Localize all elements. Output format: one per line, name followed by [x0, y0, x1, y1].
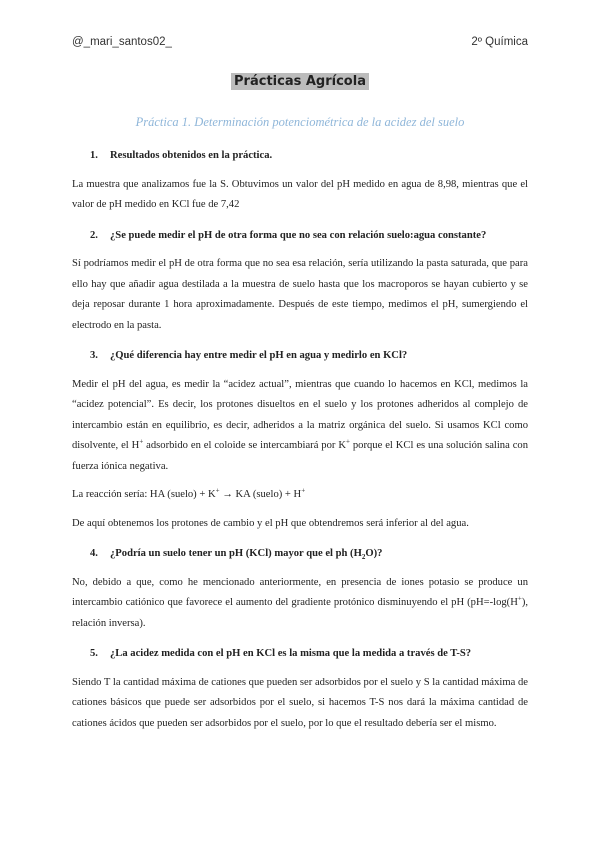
answer-text: No, debido a que, como he mencionado anteriormente, en presencia de iones potasio se produce un intercambio catiónico que favorece el aumento del gradiente protónico disminuyendo el pH (pH=-log(H — [72, 576, 528, 608]
answer-text: porque el KCl es una solución salina con fuerza iónica negativa. — [72, 440, 528, 472]
document-subtitle: Práctica 1. Determinación potenciométrica de la acidez del suelo — [135, 115, 465, 129]
question-text: Resultados obtenidos en la práctica. — [110, 150, 273, 161]
question-text: ¿La acidez medida con el pH en KCl es la misma que la medida a través de T-S? — [110, 648, 472, 659]
question-number: 4. — [90, 548, 98, 559]
question-number: 5. — [90, 648, 98, 659]
superscript-plus: + — [139, 437, 144, 446]
question-text: ¿Podría un suelo tener un pH (KCl) mayor que el ph (H — [110, 548, 362, 559]
question-4 — [72, 544, 528, 565]
header-author: @_mari_santos02_ — [72, 36, 172, 48]
superscript-plus: + — [215, 486, 220, 495]
question-3 — [72, 346, 528, 367]
superscript-plus: + — [301, 486, 306, 495]
answer-5: Siendo T la cantidad máxima de cationes que pueden ser adsorbidos por el suelo y S la cantidad máxima de cationes básicos que puede ser adsorbidos por el suelo, si hacemos T-S nos dará la máxima cantidad de cationes ácidos que pueden ser adsorbidos por el suelo, por lo que el resultado debería ser el mismo. — [72, 676, 528, 729]
question-2 — [72, 226, 528, 247]
reaction-lead: La reacción sería: HA (suelo) + K — [72, 489, 216, 500]
question-5 — [72, 644, 528, 665]
superscript-plus: + — [346, 437, 350, 446]
subscript-two: 2 — [361, 553, 366, 562]
header-course: 2º Química — [471, 36, 528, 48]
reaction-products: → KA (suelo) + H — [219, 489, 302, 500]
answer-1: La muestra que analizamos fue la S. Obtuvimos un valor del pH medido en agua de 8,98, mientras que el valor de pH medido en KCl fue de 7,42 — [72, 178, 528, 210]
title-wrapper — [0, 72, 600, 90]
answer-text: adsorbido en el coloide se intercambiará por K — [143, 440, 346, 451]
question-number: 2. — [90, 229, 98, 241]
reaction-line — [72, 485, 528, 506]
superscript-plus: + — [517, 594, 522, 603]
question-number: 1. — [90, 150, 98, 161]
answer-3-closing: De aquí obtenemos los protones de cambio y el pH que obtendremos será inferior al del agua. — [72, 517, 469, 529]
question-text: ¿Qué diferencia hay entre medir el pH en agua y medirlo en KCl? — [110, 350, 408, 361]
document-title: Prácticas Agrícola — [231, 73, 369, 90]
answer-2: Sí podríamos medir el pH de otra forma que no sea esa relación, sería utilizando la pasta saturada, que para ello hay que añadir agua destilada a la muestra de suelo hasta que los macroporos se hayan cubierto y se deja reposar durante 1 hora aproximadamente. Después de este tiempo, medimos el pH, sumergiendo el electrodo en la pasta. — [72, 258, 528, 331]
question-text: O)? — [365, 548, 383, 559]
document-body — [72, 146, 528, 734]
answer-3 — [72, 375, 528, 478]
question-1 — [72, 146, 528, 167]
answer-text: Medir el pH del agua, es medir la “acidez actual”, mientras que cuando lo hacemos en KCl, medimos la “acidez potencial”. Es decir, los protones disueltos en el suelo y los protones adheridos al complejo de intercambio están en equilibrio, es decir, adheridos a la matriz orgánica del suelo. Si usamos KCl como disolvente, el H — [72, 378, 528, 451]
question-text: ¿Se puede medir el pH de otra forma que no sea con relación suelo:agua constante? — [110, 229, 487, 241]
answer-text: ), relación inversa). — [72, 597, 528, 629]
answer-4 — [72, 573, 528, 635]
question-number: 3. — [90, 350, 98, 361]
